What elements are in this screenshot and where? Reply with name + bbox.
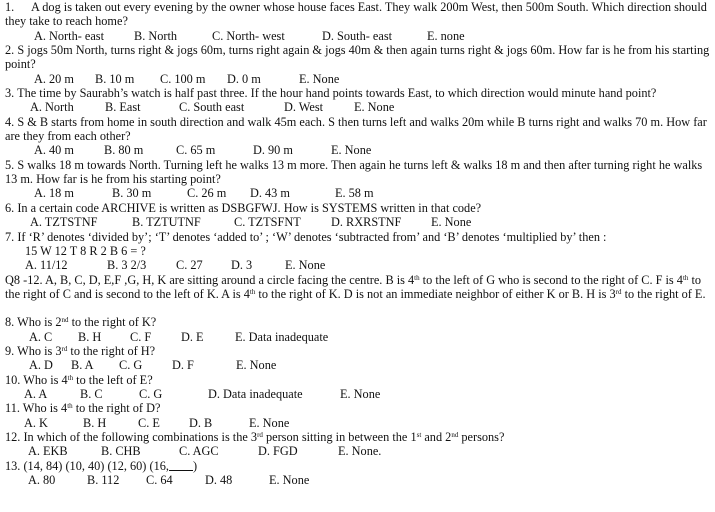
option-d: D. 3	[231, 258, 253, 273]
option-e: E. None.	[338, 444, 382, 459]
option-b: B. C	[80, 386, 103, 401]
options-row	[5, 330, 712, 344]
options-row	[5, 143, 712, 157]
question-number: 3.	[5, 86, 15, 101]
option-e: E. none	[427, 28, 465, 43]
option-c: C. AGC	[179, 444, 219, 459]
option-e: E. None	[285, 258, 326, 273]
option-c: C. South east	[179, 100, 245, 115]
option-b: B. 10 m	[95, 71, 135, 86]
option-d: D. FGD	[258, 444, 298, 459]
question-10	[5, 373, 712, 402]
option-c: C. 27	[176, 258, 203, 273]
question-9	[5, 344, 712, 373]
option-c: C. 65 m	[176, 143, 216, 158]
option-a: A. EKB	[28, 444, 68, 459]
option-a: A. 20 m	[34, 71, 74, 86]
option-a: A. A	[24, 386, 48, 401]
question-number: 8.	[5, 315, 15, 330]
option-c: C. 100 m	[160, 71, 206, 86]
option-d: D. F	[172, 358, 194, 373]
option-a: A. North- east	[34, 28, 105, 43]
option-d: D. West	[284, 100, 324, 115]
option-b: B. 3 2/3	[107, 258, 147, 273]
option-c: C. F	[130, 329, 152, 344]
question-text: 4. S & B starts from home in south direction and walk 45m each. S then turns left and walks 20m while B turns right and walks 70 m. How far are they from each other?	[5, 114, 707, 144]
question-text: 2. S jogs 50m North, turns right & jogs 60m, turns right again & jogs 40m & then again turns right & jogs 60m. How far is he from his starting point?	[5, 43, 710, 72]
spacer	[5, 301, 712, 315]
option-b: B. A	[71, 358, 94, 373]
question-number: 12.	[5, 429, 21, 444]
question-number: 7.	[5, 229, 15, 244]
question-7	[5, 230, 712, 273]
option-d: D. 0 m	[227, 71, 261, 86]
option-b: B. CHB	[101, 444, 141, 459]
answer-blank	[169, 459, 193, 471]
option-c: C. 26 m	[187, 186, 227, 201]
question-number: 10.	[5, 372, 21, 387]
options-row	[5, 416, 712, 430]
option-c: C. TZTSFNT	[234, 215, 301, 230]
options-row	[5, 358, 712, 372]
question-6	[5, 201, 712, 230]
option-b: B. 30 m	[112, 186, 152, 201]
option-e: E. None	[236, 358, 277, 373]
question-11	[5, 401, 712, 430]
question-5	[5, 158, 712, 201]
option-a: A. K	[24, 415, 48, 430]
option-b: B. East	[105, 100, 141, 115]
question-number: 2.	[5, 43, 15, 58]
question-text: 10. Who is 4th to the left of E?	[5, 372, 153, 387]
question-number: 11.	[5, 401, 20, 416]
option-a: A. 80	[28, 473, 56, 487]
expression: 15 W 12 T 8 R 2 B 6 = ?	[25, 243, 146, 258]
options-row	[5, 473, 712, 487]
question-text: 8. Who is 2nd to the right of K?	[5, 315, 157, 330]
option-d: D. 43 m	[250, 186, 290, 201]
option-c: C. E	[138, 415, 160, 430]
question-number: 6.	[5, 200, 15, 215]
option-a: A. 11/12	[25, 258, 68, 273]
option-d: D. B	[189, 415, 213, 430]
option-e: E. 58 m	[335, 186, 374, 201]
option-a: A. 18 m	[34, 186, 74, 201]
option-d: D. 90 m	[253, 143, 293, 158]
question-8	[5, 315, 712, 344]
question-number: 1.	[5, 0, 15, 14]
options-row	[5, 387, 712, 401]
question-13	[5, 459, 712, 488]
passage-label: Q8 -12.	[5, 272, 43, 287]
option-b: B. TZTUTNF	[132, 215, 201, 230]
option-d: D. Data inadequate	[208, 386, 303, 401]
question-4	[5, 115, 712, 158]
question-text: 12. In which of the following combinations is the 3rd person sitting in between the 1st and 2nd persons?	[5, 429, 505, 444]
option-e: E. None	[331, 143, 372, 158]
question-text: 3. The time by Saurabh’s watch is half past three. If the hour hand points towards East, to which direction would minute hand point?	[5, 86, 657, 101]
option-e: E. None	[299, 71, 340, 86]
question-text: 7. If ‘R’ denotes ‘divided by’; ‘T’ denotes ‘added to’ ; ‘W’ denotes ‘subtracted from’ and ‘B’ denotes ‘multiplied by’ then :	[5, 229, 607, 244]
option-b: B. North	[134, 28, 178, 43]
option-d: D. 48	[205, 473, 233, 487]
question-number: 5.	[5, 157, 15, 172]
option-e: E. None	[269, 473, 310, 487]
question-text: 11. Who is 4th to the right of D?	[5, 401, 161, 416]
options-row	[5, 215, 712, 229]
option-e: E. None	[431, 215, 472, 230]
options-row	[5, 72, 712, 86]
option-d: D. E	[181, 329, 204, 344]
question-text: 6. In a certain code ARCHIVE is written as DSBGFWJ. How is SYSTEMS written in that code?	[5, 200, 482, 215]
options-row	[5, 258, 712, 272]
option-c: C. North- west	[212, 28, 285, 43]
options-row	[5, 100, 712, 114]
option-a: A. D	[29, 358, 53, 373]
option-a: A. North	[30, 100, 74, 115]
question-text: 13. (14, 84) (10, 40) (12, 60) (16, )	[5, 458, 198, 473]
question-number: 13.	[5, 458, 21, 473]
option-d: D. RXRSTNF	[331, 215, 402, 230]
options-row	[5, 186, 712, 200]
option-b: B. H	[83, 415, 107, 430]
option-b: B. H	[78, 329, 102, 344]
option-e: E. None	[340, 386, 381, 401]
question-text: 1. A dog is taken out every evening by the owner whose house faces East. They walk 200m West, then 500m South. Which direction should they take to reach home?	[5, 0, 707, 29]
option-a: A. 40 m	[34, 143, 74, 158]
option-a: A. TZTSTNF	[30, 215, 98, 230]
option-a: A. C	[29, 329, 53, 344]
option-b: B. 112	[87, 473, 120, 487]
question-number: 9.	[5, 343, 15, 358]
passage: Q8 -12. A, B, C, D, E,F ,G, H, K are sitting around a circle facing the centre. B is 4th to the left of G who is second to the right of C. F is 4th to the right of C and is second to the left of K. A is 4th to the right of K. D is not an immediate neighbor of either K or B. H is 3rd to the right of E.	[5, 272, 706, 301]
options-row	[5, 444, 712, 458]
option-e: E. None	[249, 415, 290, 430]
option-c: C. 64	[146, 473, 173, 487]
question-12	[5, 430, 712, 459]
question-3	[5, 86, 712, 115]
option-e: E. Data inadequate	[235, 329, 329, 344]
option-b: B. 80 m	[104, 143, 144, 158]
option-e: E. None	[354, 100, 395, 115]
option-c: C. G	[119, 358, 143, 373]
question-text: 9. Who is 3rd to the right of H?	[5, 343, 156, 358]
question-1	[5, 0, 712, 43]
option-d: D. South- east	[322, 28, 393, 43]
option-c: C. G	[139, 386, 163, 401]
question-number: 4.	[5, 114, 15, 129]
question-2	[5, 43, 712, 86]
options-row	[5, 29, 712, 43]
question-text: 5. S walks 18 m towards North. Turning left he walks 13 m more. Then again he turns left & walks 18 m and then after turning right he walks 13 m. How far is he from his starting point?	[5, 157, 703, 187]
